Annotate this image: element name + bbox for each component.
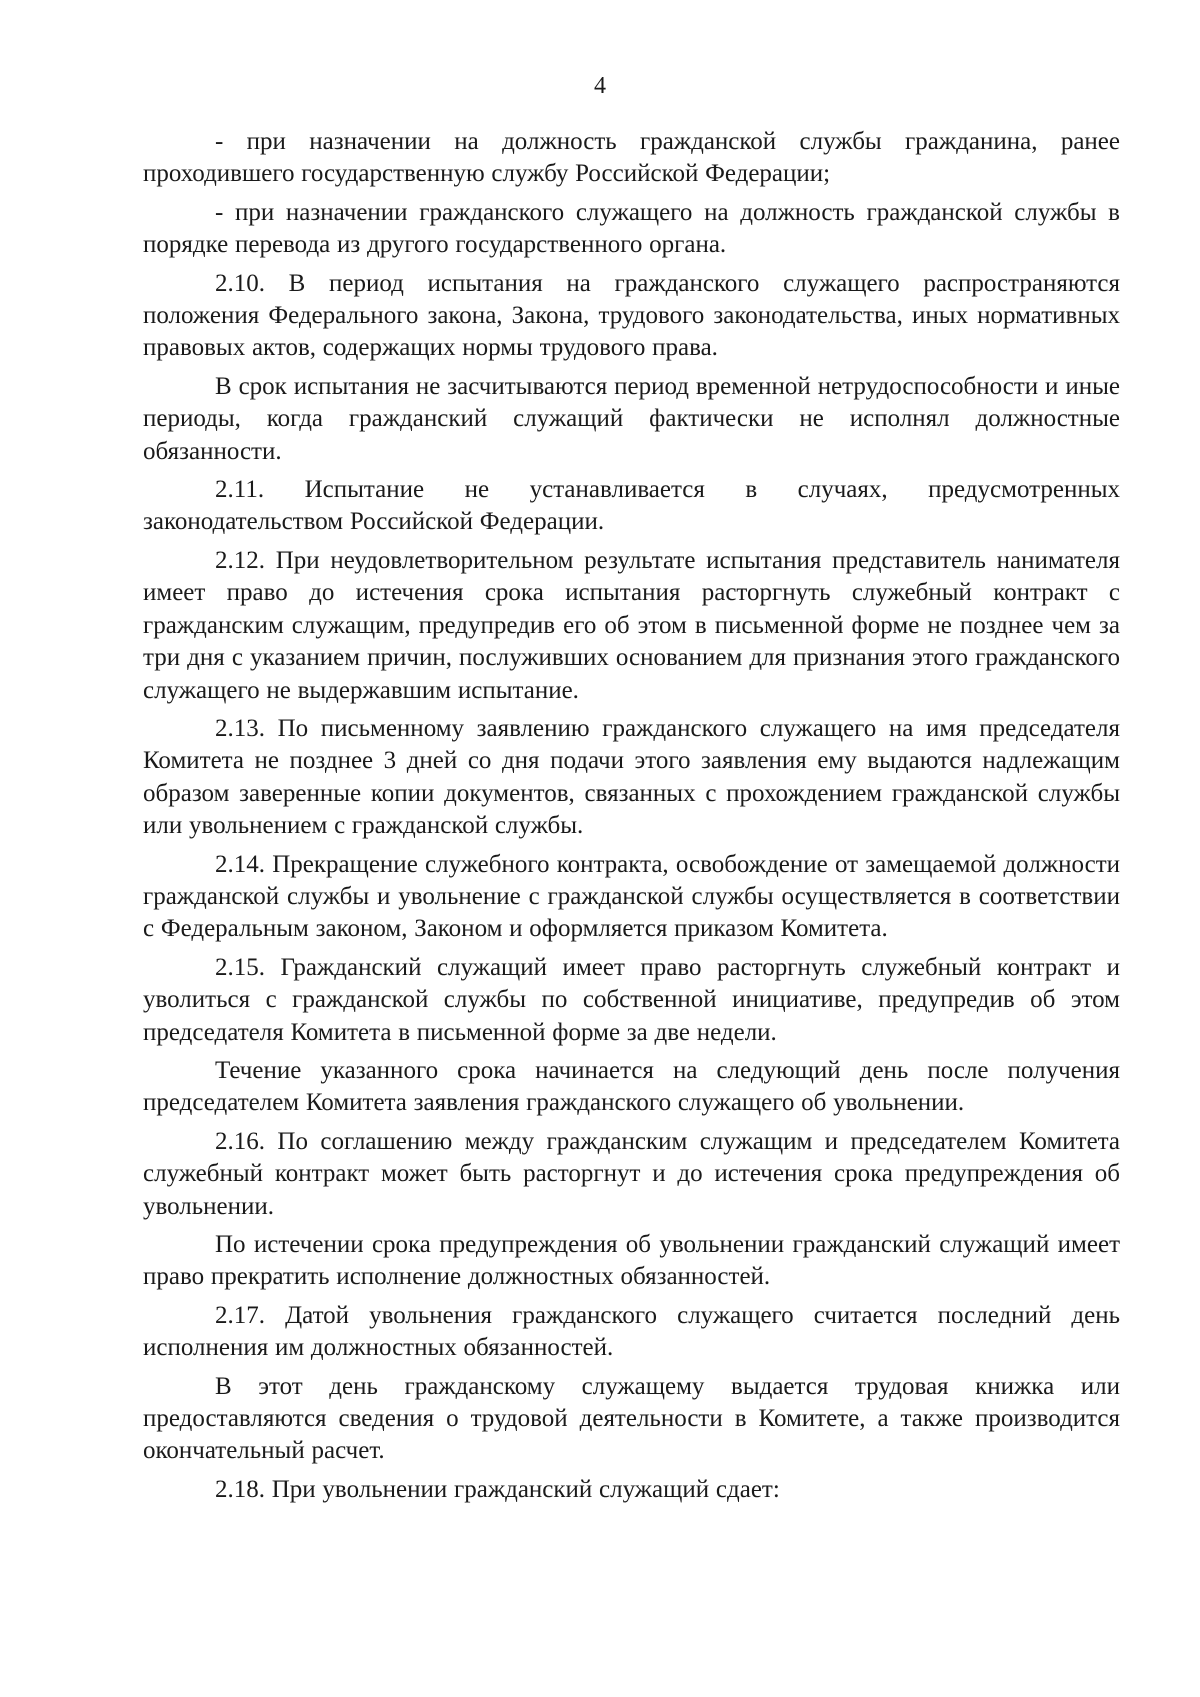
paragraph-notice-period-start: Течение указанного срока начинается на следующий день после получения председателем Комитета заявления гражданского служащего об увольнении. [143, 1056, 1120, 1117]
paragraph-appointment-former-civil-servant: - при назначении на должность гражданской службы гражданина, ранее проходившего государственную службу Российской Федерации; [143, 128, 1120, 188]
paragraph-2-10: 2.10. В период испытания на гражданского служащего распространяются положения Федерального закона, Закона, трудового законодательства, иных нормативных правовых актов, содержащих нормы трудового права. [143, 269, 1120, 362]
paragraph-2-15: 2.15. Гражданский служащий имеет право расторгнуть служебный контракт и уволиться с гражданской службы по собственной инициативе, предупредив об этом председателя Комитета в письменной форме за две недели. [143, 953, 1120, 1046]
page-number: 4 [594, 73, 606, 99]
paragraph-2-16: 2.16. По соглашению между гражданским служащим и председателем Комитета служебный контракт может быть расторгнут и до истечения срока предупреждения об увольнении. [143, 1127, 1120, 1220]
document-body [143, 126, 1120, 1506]
paragraph-final-settlement: В этот день гражданскому служащему выдается трудовая книжка или предоставляются сведения о трудовой деятельности в Комитете, а также производится окончательный расчет. [143, 1372, 1120, 1465]
paragraph-probation-excluded-periods: В срок испытания не засчитываются период временной нетрудоспособности и иные периоды, когда гражданский служащий фактически не исполнял должностные обязанности. [143, 372, 1120, 465]
paragraph-2-17: 2.17. Датой увольнения гражданского служащего считается последний день исполнения им должностных обязанностей. [143, 1301, 1120, 1362]
paragraph-appointment-by-transfer: - при назначении гражданского служащего на должность гражданской службы в порядке перевода из другого государственного органа. [143, 198, 1120, 259]
paragraph-2-12: 2.12. При неудовлетворительном результате испытания представитель нанимателя имеет право до истечения срока испытания расторгнуть служебный контракт с гражданским служащим, предупредив его об этом в письменной форме не позднее чем за три дня с указанием причин, послуживших основанием для признания этого гражданского служащего не выдержавшим испытание. [143, 546, 1120, 704]
paragraph-notice-expiry: По истечении срока предупреждения об увольнении гражданский служащий имеет право прекратить исполнение должностных обязанностей. [143, 1231, 1120, 1291]
paragraph-2-14: 2.14. Прекращение служебного контракта, освобождение от замещаемой должности гражданской службы и увольнение с гражданской службы осуществляется в соответствии с Федеральным законом, Законом и оформляется приказом Комитета. [143, 850, 1120, 943]
paragraph-2-13: 2.13. По письменному заявлению гражданского служащего на имя председателя Комитета не позднее 3 дней со дня подачи этого заявления ему выдаются надлежащим образом заверенные копии документов, связанных с прохождением гражданской службы или увольнением с гражданской службы. [143, 714, 1120, 840]
paragraph-2-18: 2.18. При увольнении гражданский служащий сдает: [215, 1475, 780, 1503]
paragraph-2-11: 2.11. Испытание не устанавливается в случаях, предусмотренных законодательством Российской Федерации. [143, 476, 1120, 536]
